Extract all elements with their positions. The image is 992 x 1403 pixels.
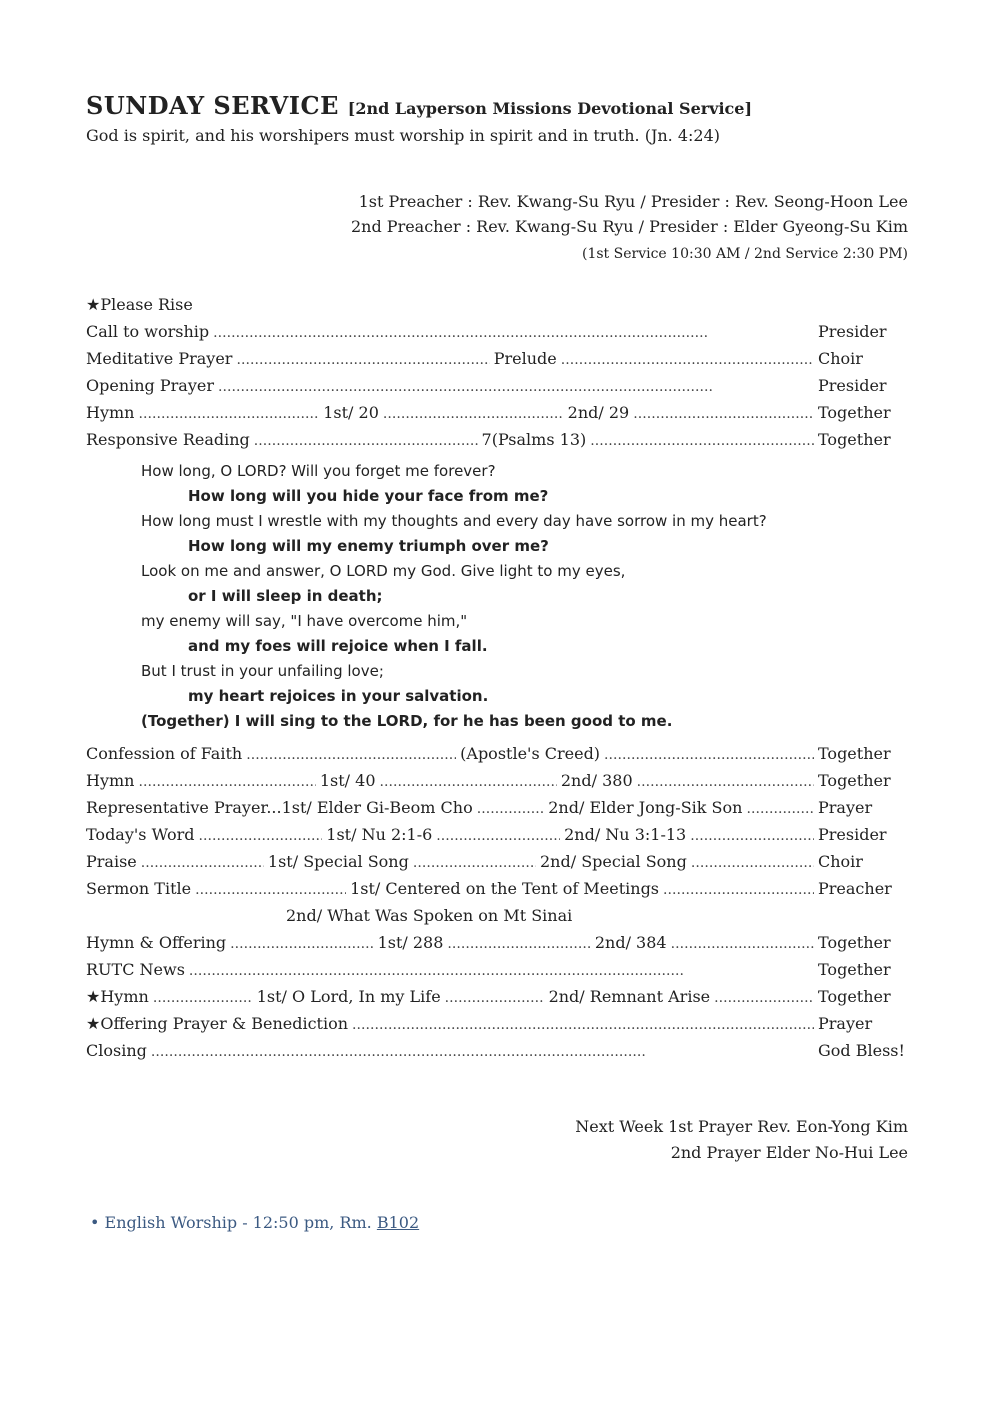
responsive-reading-text xyxy=(141,459,908,734)
english-worship-text: • English Worship - 12:50 pm, Rm. xyxy=(90,1213,377,1232)
scripture-verse: God is spirit, and his worshipers must worship in spirit and in truth. (Jn. 4:24) xyxy=(86,126,721,145)
sermon-second-title: 2nd/ What Was Spoken on Mt Sinai xyxy=(286,906,573,925)
reading-leader: How long must I wrestle with my thoughts and every day have sorrow in my heart? xyxy=(141,512,767,530)
order-row-call: Call to worship . . . Presider xyxy=(86,318,908,345)
next-week-info xyxy=(86,1114,908,1166)
reading-together: (Together) I will sing to the LORD, for he has been good to me. xyxy=(141,712,673,730)
english-worship-note xyxy=(90,1213,419,1232)
reading-people: How long will my enemy triumph over me? xyxy=(188,537,549,555)
order-row-hymn-3: ★Hymn . . . 1st/ O Lord, In my Life . . . 2nd/ Remnant Arise . . . Together xyxy=(86,983,908,1010)
order-row-responsive: Responsive Reading . . . 7(Psalms 13) . . . Together xyxy=(86,426,908,453)
reading-leader: Look on me and answer, O LORD my God. Give light to my eyes, xyxy=(141,562,626,580)
reading-leader: How long, O LORD? Will you forget me forever? xyxy=(141,462,496,480)
order-row-hymn-1: Hymn . . . 1st/ 20 . . . 2nd/ 29 . . . Together xyxy=(86,399,908,426)
order-of-worship xyxy=(86,291,908,1064)
reading-leader: my enemy will say, "I have overcome him," xyxy=(141,612,468,630)
bulletin-page xyxy=(86,90,908,1166)
order-row-representative-prayer: Representative Prayer... 1st/ Elder Gi-Beom Cho . . . 2nd/ Elder Jong-Sik Son . . . Prayer xyxy=(86,794,908,821)
order-row-sermon: Sermon Title . . . 1st/ Centered on the Tent of Meetings . . . Preacher xyxy=(86,875,908,902)
page-title xyxy=(86,90,908,125)
title-subtitle: [2nd Layperson Missions Devotional Service] xyxy=(347,99,753,118)
order-row-closing: Closing . . . God Bless! xyxy=(86,1037,908,1064)
order-row-news: RUTC News . . . Together xyxy=(86,956,908,983)
order-row-hymn-2: Hymn . . . 1st/ 40 . . . 2nd/ 380 . . . Together xyxy=(86,767,908,794)
title-main: SUNDAY SERVICE xyxy=(86,91,339,120)
order-row-todays-word: Today's Word . . . 1st/ Nu 2:1-6 . . . 2nd/ Nu 3:1-13 . . . Presider xyxy=(86,821,908,848)
preacher-info xyxy=(86,189,908,239)
reading-people: or I will sleep in death; xyxy=(188,587,383,605)
preacher-line-2: 2nd Preacher : Rev. Kwang-Su Ryu / Presider : Elder Gyeong-Su Kim xyxy=(350,217,908,236)
service-times: (1st Service 10:30 AM / 2nd Service 2:30 PM) xyxy=(582,246,908,262)
reading-leader: But I trust in your unfailing love; xyxy=(141,662,384,680)
next-week-line-1: Next Week 1st Prayer Rev. Eon-Yong Kim xyxy=(575,1117,908,1136)
reading-people: How long will you hide your face from me? xyxy=(188,487,549,505)
please-rise: ★Please Rise xyxy=(86,295,193,314)
order-row-hymn-offering: Hymn & Offering . . . 1st/ 288 . . . 2nd/ 384 . . . Together xyxy=(86,929,908,956)
order-row-confession: Confession of Faith . . . (Apostle's Creed) . . . Together xyxy=(86,740,908,767)
next-week-line-2: 2nd Prayer Elder No-Hui Lee xyxy=(670,1143,908,1162)
reading-people: and my foes will rejoice when I fall. xyxy=(188,637,488,655)
reading-people: my heart rejoices in your salvation. xyxy=(188,687,489,705)
order-row-opening: Opening Prayer . . . Presider xyxy=(86,372,908,399)
preacher-line-1: 1st Preacher : Rev. Kwang-Su Ryu / Presider : Rev. Seong-Hoon Lee xyxy=(358,192,908,211)
order-row-praise: Praise . . . 1st/ Special Song . . . 2nd/ Special Song . . . Choir xyxy=(86,848,908,875)
order-row-meditative: Meditative Prayer . . . Prelude . . . Choir xyxy=(86,345,908,372)
order-row-offering-prayer: ★Offering Prayer & Benediction . . . Prayer xyxy=(86,1010,908,1037)
room-link[interactable]: B102 xyxy=(376,1213,420,1232)
